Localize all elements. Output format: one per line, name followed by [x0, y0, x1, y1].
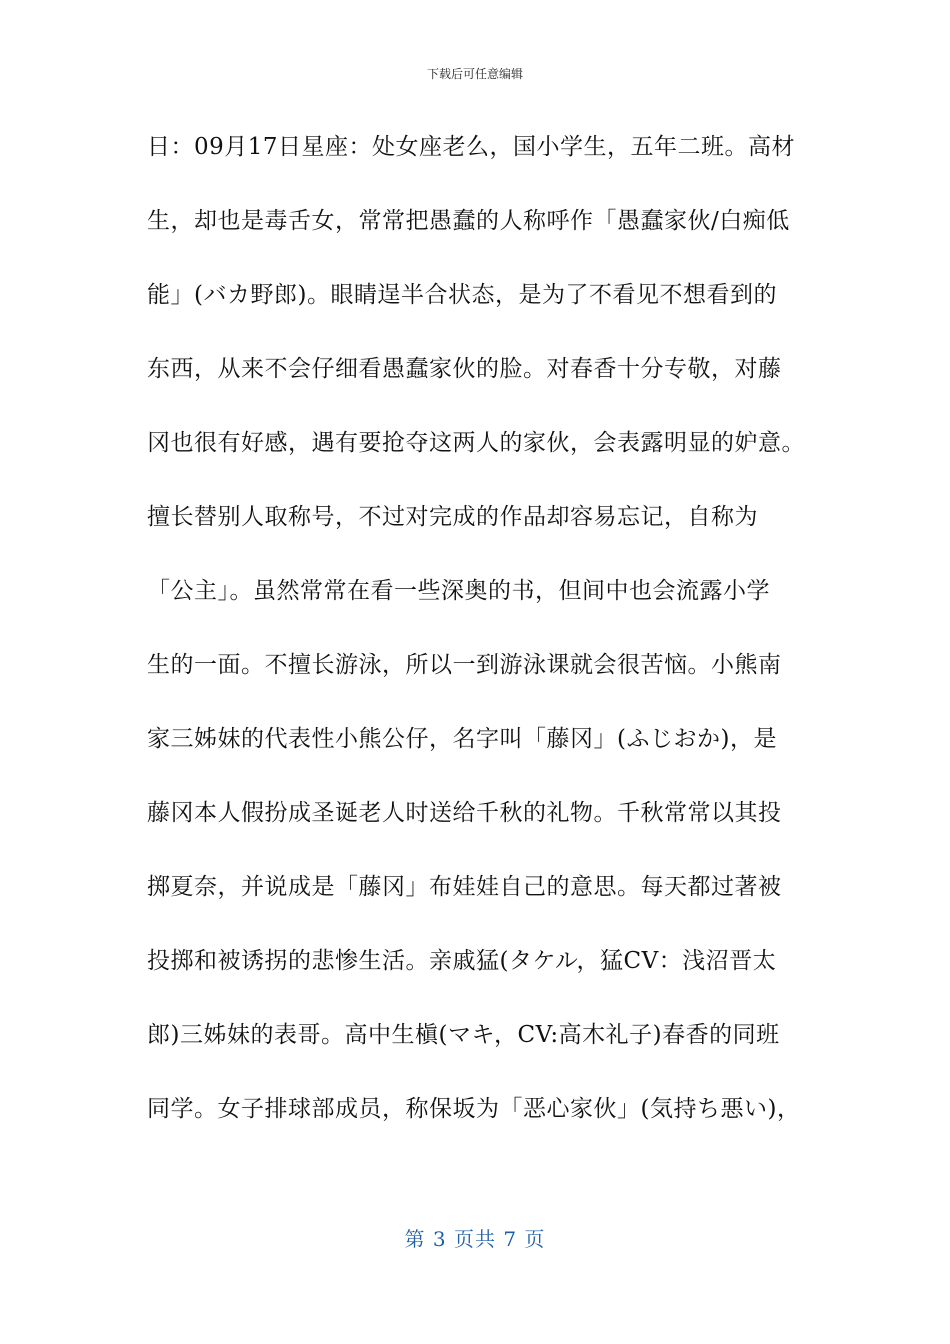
text-line: 同学。女子排球部成员，称保坂为「恶心家伙」(気持ち悪い)， — [147, 1096, 801, 1122]
page-header: 下载后可任意编辑 — [426, 67, 523, 81]
text-line: 生，却也是毒舌女，常常把愚蠢的人称呼作「愚蠢家伙/白痴低 — [147, 208, 790, 234]
text-line: 家三姊妹的代表性小熊公仔，名字叫「藤冈」(ふじおか)，是 — [147, 726, 777, 752]
text-line: 生的一面。不擅长游泳，所以一到游泳课就会很苦恼。小熊南 — [147, 652, 782, 678]
text-line: 冈也很有好感，遇有要抢夺这两人的家伙，会表露明显的妒意。 — [147, 430, 805, 456]
text-line: 能」(バカ野郎)。眼睛逞半合状态，是为了不看见不想看到的 — [147, 282, 777, 308]
page-number-footer: 第 3 页共 7 页 — [404, 1227, 546, 1251]
text-line: 「公主」。虽然常常在看一些深奥的书，但间中也会流露小学 — [147, 578, 770, 604]
text-line: 日：09月17日星座：处女座老么，国小学生，五年二班。高材 — [147, 134, 796, 160]
text-line: 掷夏奈，并说成是「藤冈」布娃娃自己的意思。每天都过著被 — [147, 874, 782, 900]
text-line: 郎)三姊妹的表哥。高中生槇(マキ，CV:高木礼子)春香的同班 — [147, 1022, 780, 1048]
text-line: 擅长替别人取称号，不过对完成的作品却容易忘记，自称为 — [147, 504, 758, 530]
text-line: 藤冈本人假扮成圣诞老人时送给千秋的礼物。千秋常常以其投 — [147, 800, 782, 826]
text-line: 东西，从来不会仔细看愚蠢家伙的脸。对春香十分专敬，对藤 — [147, 356, 782, 382]
text-line: 投掷和被诱拐的悲惨生活。亲戚猛(タケル，猛CV：浅沼晋太 — [147, 948, 777, 974]
